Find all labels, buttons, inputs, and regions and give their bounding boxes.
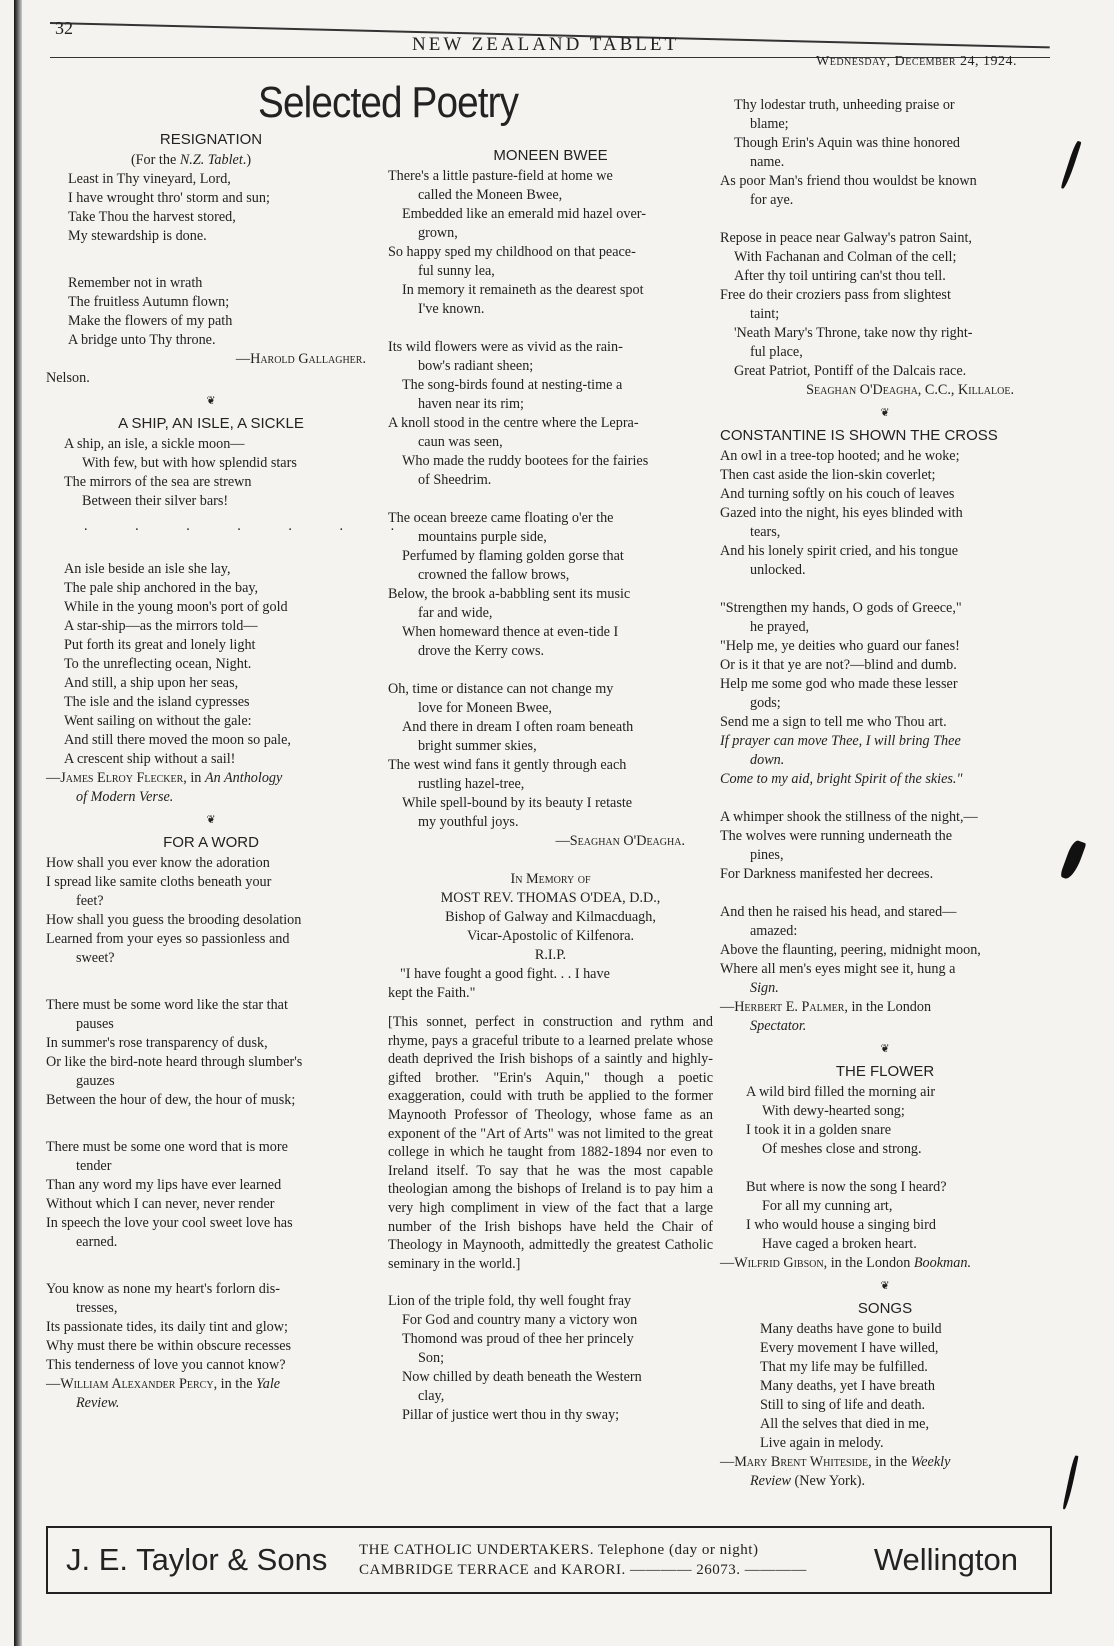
poem-line: 'Neath Mary's Throne, take now thy right- [734,325,973,341]
poem-line: rustling hazel-tree, [418,776,525,792]
column-2 [388,146,713,1425]
poem-line: So happy sped my childhood on that peace- [388,244,636,260]
poem-line: taint; [750,306,780,322]
masthead: NEW ZEALAND TABLET [412,34,680,55]
poem-line: far and wide, [418,605,493,621]
poem-line: A star-ship—as the mirrors told— [64,618,258,634]
poem-line: bow's radiant sheen; [418,358,534,374]
poem-line: Make the flowers of my path [68,313,233,329]
poem-line: Embedded like an emerald mid hazel over- [402,206,646,222]
poem-line: Son; [418,1350,445,1367]
poem-line-italic: If prayer can move Thee, I will bring Thee [720,733,961,749]
poem-line: As poor Man's friend thou wouldst be known [720,173,977,189]
memorial-heading: In Memory of [510,871,591,887]
poem-line: Went sailing on without the gale: [64,713,252,729]
poem-line: And there in dream I often roam beneath [402,719,634,735]
poem-line: Remember not in wrath [68,275,203,291]
poem-line: sweet? [76,950,115,966]
poem-line: Many deaths have gone to build [760,1321,942,1337]
poem-line: Least in Thy vineyard, Lord, [68,171,231,187]
poem-line: Or is it that ye are not?—blind and dumb. [720,657,957,673]
poem-line: drove the Kerry cows. [418,643,545,659]
poem-line: The isle and the island cypresses [64,694,250,710]
poem-line: called the Moneen Bwee, [418,187,563,203]
poem-line: I have wrought thro' storm and sun; [68,190,270,206]
poem-line: Its wild flowers were as vivid as the rain- [388,339,623,355]
poem-line: I took it in a golden snare [746,1122,891,1138]
poem-line: Then cast aside the lion-skin coverlet; [720,467,936,483]
poem-line: The wolves were running underneath the [720,828,953,844]
poem-line: caun was seen, [418,434,503,450]
poem-subtitle: (For the N.Z. Tablet.) [130,152,252,168]
poem-line: The mirrors of the sea are strewn [64,474,252,490]
poem-line: gods; [750,695,781,711]
poem-line: In memory it remaineth as the dearest spot [402,282,644,298]
poem-line: feet? [76,893,104,909]
poem-line: bright summer skies, [418,738,537,754]
poem-line: grown, [418,225,458,241]
poem-line: clay, [418,1388,445,1405]
poem-line: How shall you ever know the adoration [46,855,270,871]
poem-line: A wild bird filled the morning air [746,1084,936,1100]
poem-line: unlocked. [750,562,806,578]
memorial-rip: R.I.P. [534,947,567,963]
poem-line: amazed: [750,923,798,939]
poem-line: he prayed, [750,619,810,635]
poem-line: That my life may be fulfilled. [760,1359,928,1375]
poem-line: With Fachanan and Colman of the cell; [734,249,957,265]
poem-title-ship: A SHIP, AN ISLE, A SICKLE [118,415,304,432]
poem-line: Though Erin's Aquin was thine honored [734,135,960,151]
poem-line: Between their silver bars! [82,493,229,509]
ad-company-name: J. E. Taylor & Sons [66,1542,328,1577]
poem-title-songs: SONGS [857,1300,913,1317]
poem-line: But where is now the song I heard? [746,1179,947,1195]
poem-line: I spread like samite cloths beneath your [46,874,272,890]
poem-line: Every movement I have willed, [760,1340,939,1356]
poem-line: Gazed into the night, his eyes blinded with [720,505,963,521]
advertisement-box [46,1526,1052,1594]
poem-line: To the unreflecting ocean, Night. [64,656,252,672]
page-number: 32 [55,18,73,38]
poem-line: I who would house a singing bird [746,1217,936,1233]
poem-line: Send me a sign to tell me who Thou art. [720,714,947,730]
poem-line: With dewy-hearted song; [762,1103,905,1119]
poem-line: Repose in peace near Galway's patron Saint, [720,230,972,246]
memorial-quote: "I have fought a good fight. . . I have [400,966,610,982]
poem-line: The song-birds found at nesting-time a [402,377,623,393]
poem-line: Great Patriot, Pontiff of the Dalcais race. [734,363,967,379]
poem-line: Or like the bird-note heard through slumber's [46,1054,303,1070]
poem-line: Why must there be within obscure recesses [46,1338,292,1354]
poem-credit: —Mary Brent Whiteside, in the Weekly [720,1454,951,1470]
poem-line: haven near its rim; [418,396,524,412]
poem-line: All the selves that died in me, [760,1416,930,1432]
poem-line: In summer's rose transparency of dusk, [46,1035,268,1051]
poem-line: "Help me, ye deities who guard our fanes! [720,638,960,654]
poem-credit: —James Elroy Flecker, in An Anthology [46,770,283,786]
poem-line-italic: down. [750,752,785,768]
poem-line: Oh, time or distance can not change my [388,681,614,697]
poem-line: I've known. [418,301,485,317]
poem-line: And his lonely spirit cried, and his tongue [720,543,959,559]
poem-line: This tenderness of love you cannot know? [46,1357,286,1373]
scan-mark [1060,839,1087,881]
poem-line: A knoll stood in the centre where the Lepra- [388,415,639,431]
poem-line: blame; [750,116,789,132]
poem-line: Learned from your eyes so passionless and [46,931,290,947]
dateline: Wednesday, December 24, 1924. [816,54,1018,69]
poem-title-resignation: RESIGNATION [159,131,263,148]
poem-title-moneen: MONEEN BWEE [493,147,608,164]
poem-line: tears, [750,524,781,540]
poem-line: pines, [750,847,784,863]
editorial-note: [This sonnet, perfect in construction and rythm and rhyme, pays a graceful tribute to a learned prelate whose death deprived the Irish bishops of a saintly and highly-gifted brother. "Erin's Aquin," though a poetic exaggeration, could with truth be applied to the former Maynooth Professor of Theology, whose fame as an exponent of the "Art of Arts" was not limited to the great college in which he taught from 1882-1894 nor even to Ireland itself. To say that he was the most capable theologian among the bishops of Ireland is to pay him a very high compliment in view of the fact that a large number of the Irish bishops have held the Chair of Theology in Maynooth, admittedly the greatest Catholic seminary in the world.] [388,1014,713,1272]
poem-line: An owl in a tree-top hooted; and he woke; [720,448,960,464]
ad-city: Wellington [873,1542,1018,1577]
scan-mark [1060,140,1081,189]
poem-line: Take Thou the harvest stored, [68,209,236,225]
column-1 [46,130,417,1413]
scan-edge [14,0,22,1646]
poem-title-flower: THE FLOWER [835,1063,935,1080]
poem-line: "Strengthen my hands, O gods of Greece," [720,600,962,616]
ad-line: CAMBRIDGE TERRACE and KARORI. ———— 26073. ———— [359,1562,807,1578]
poem-line: You know as none my heart's forlorn dis- [46,1281,281,1297]
poem-line: Who made the ruddy bootees for the fairies [402,453,649,469]
poem-author: —Harold Gallagher. [235,351,366,367]
poem-line: Still to sing of life and death. [760,1397,926,1413]
poem-line: When homeward thence at even-tide I [402,624,619,640]
ornament-divider: ❦ [206,814,216,826]
poem-line: mountains purple side, [418,529,547,545]
poem-line: The pale ship anchored in the bay, [64,580,259,596]
poem-line: Free do their croziers pass from slightest [720,287,951,303]
poem-line: name. [750,154,785,170]
poem-line: There must be some word like the star that [46,997,288,1013]
ornament-divider: ❦ [880,407,890,419]
poem-credit: —Wilfrid Gibson, in the London Bookman. [720,1255,971,1271]
poem-credit-cont: of Modern Verse. [76,789,174,805]
poem-line: ful sunny lea, [418,263,495,279]
scan-mark [1062,1455,1078,1510]
poem-line: After thy toil untiring can'st thou tell. [734,268,946,284]
poem-line: tresses, [76,1300,118,1316]
poem-title-constantine: CONSTANTINE IS SHOWN THE CROSS [720,427,998,444]
poem-line: In speech the love your cool sweet love has [46,1215,293,1231]
poem-credit-cont: Review (New York). [750,1473,866,1489]
poem-line-italic: Come to my aid, bright Spirit of the skies." [720,771,963,787]
poem-line: ful place, [750,344,803,360]
poem-line: Perfumed by flaming golden gorse that [402,548,624,564]
poem-line: There's a little pasture-field at home we [388,168,613,184]
poem-line: Pillar of justice wert thou in thy sway; [402,1407,620,1424]
poem-line: An isle beside an isle she lay, [64,561,231,577]
poem-line: for aye. [750,192,794,208]
poem-line: The fruitless Autumn flown; [68,294,230,310]
poem-author: —Seaghan O'Deagha. [555,833,685,849]
poem-credit: —Herbert E. Palmer, in the London [720,999,932,1015]
poem-line: Help me some god who made these lesser [720,676,958,692]
poem-line: of Sheedrim. [418,472,492,488]
poem-place: Nelson. [46,370,90,386]
poem-credit: —William Alexander Percy, in the Yale [46,1376,281,1392]
poem-line: Now chilled by death beneath the Western [402,1369,642,1386]
memorial-name: MOST REV. THOMAS O'DEA, D.D., [440,890,661,906]
poem-line: A bridge unto Thy throne. [68,332,216,348]
poem-title-word: FOR A WORD [163,834,259,851]
poem-line: Put forth its great and lonely light [64,637,256,653]
poem-line: Above the flaunting, peering, midnight moon, [720,942,981,958]
memorial-line: Bishop of Galway and Kilmacduagh, [445,909,656,925]
poem-credit-cont: Spectator. [750,1018,807,1034]
poem-line: With few, but with how splendid stars [82,455,297,471]
poem-line: earned. [76,1234,118,1250]
poem-line: For all my cunning art, [762,1198,893,1214]
poem-line: Its passionate tides, its daily tint and glow; [46,1319,288,1335]
poem-credit-cont: Review. [76,1395,120,1411]
poem-line: And then he raised his head, and stared— [720,904,957,920]
poem-line: Thomond was proud of thee her princely [402,1331,634,1348]
poem-line: And still there moved the moon so pale, [64,732,291,748]
poem-line: A ship, an isle, a sickle moon— [64,436,245,452]
poem-line: Than any word my lips have ever learned [46,1177,282,1193]
poem-line: my youthful joys. [418,814,519,830]
poem-line: Where all men's eyes might see it, hung a [720,961,956,977]
poem-line: Many deaths, yet I have breath [760,1378,935,1394]
poem-line: There must be some one word that is more [46,1139,288,1155]
poem-line: The ocean breeze came floating o'er the [388,510,614,526]
poem-line: Without which I can never, never render [46,1196,275,1212]
poem-line: gauzes [76,1073,115,1089]
poem-line: How shall you guess the brooding desolation [46,912,302,928]
poem-line: And still, a ship upon her seas, [64,675,239,691]
poem-line: For Darkness manifested her decrees. [720,866,934,882]
poem-line: And turning softly on his couch of leaves [720,486,955,502]
poem-line: My stewardship is done. [68,228,207,244]
memorial-quote: kept the Faith." [388,985,476,1001]
poem-line: pauses [76,1016,114,1032]
ad-details [359,1540,807,1580]
ornament-divider: ❦ [880,1280,890,1292]
ornament-divider: ❦ [206,395,216,407]
poem-line-italic: Sign. [750,980,779,996]
poem-line: A crescent ship without a sail! [64,751,236,767]
ellipsis-row: . . . . . . . [84,518,417,534]
poem-line: While in the young moon's port of gold [64,599,288,615]
memorial-line: Vicar-Apostolic of Kilfenora. [466,928,635,944]
poem-line: Live again in melody. [760,1435,884,1451]
poem-line: The west wind fans it gently through each [388,757,627,773]
page-title: Selected Poetry [258,78,519,127]
poem-line: tender [76,1158,112,1174]
poem-line: Of meshes close and strong. [762,1141,922,1157]
poem-line: While spell-bound by its beauty I retaste [402,795,633,811]
poem-line: Have caged a broken heart. [762,1236,917,1252]
poem-line: love for Moneen Bwee, [418,700,552,716]
poem-line: Below, the brook a-babbling sent its music [388,586,631,602]
poem-line: Thy lodestar truth, unheeding praise or [734,97,955,113]
poem-line: A whimper shook the stillness of the night,— [720,809,978,825]
column-3 [720,96,1050,1491]
poem-line: Lion of the triple fold, thy well fought fray [388,1293,632,1310]
poem-line: For God and country many a victory won [402,1312,638,1329]
poem-line: crowned the fallow brows, [418,567,570,583]
poem-line: Between the hour of dew, the hour of musk; [46,1092,296,1108]
poem-author: Seaghan O'Deagha, C.C., Killaloe. [806,382,1014,398]
ornament-divider: ❦ [880,1043,890,1055]
ad-line: THE CATHOLIC UNDERTAKERS. Telephone (day or night) [359,1542,759,1558]
